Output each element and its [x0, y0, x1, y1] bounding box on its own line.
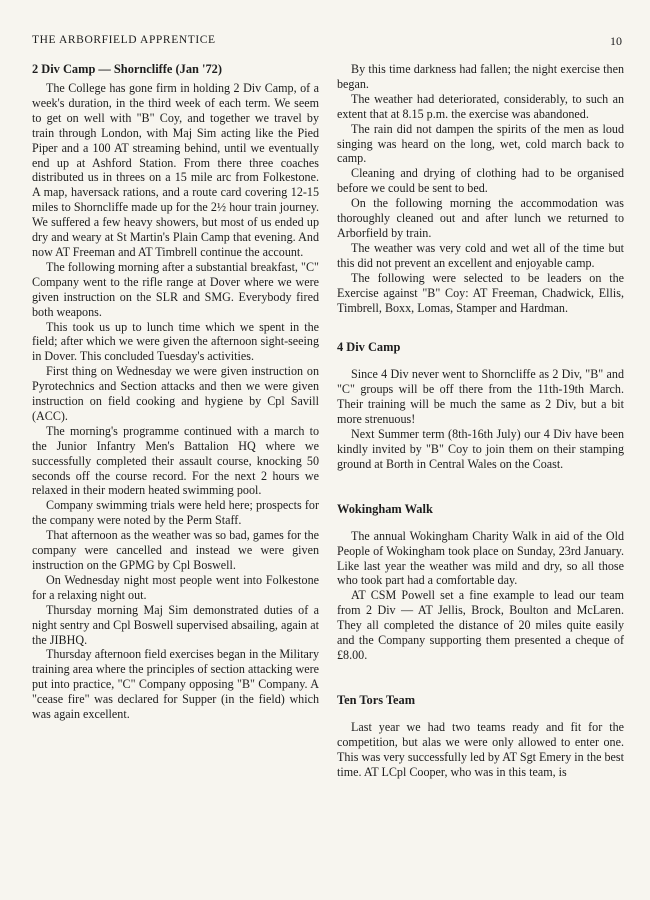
paragraph: By this time darkness had fallen; the night exercise then began. — [337, 62, 624, 91]
camp-article-continued — [337, 62, 624, 315]
paragraph: This took us up to lunch time which we spent in the field; after which we were given the afternoon sight-seeing in Dover. This concluded Tuesday's activities. — [32, 319, 319, 364]
walk-article — [337, 529, 624, 663]
paragraph: The College has gone firm in holding 2 Div Camp, of a week's duration, in the third week of each term. We seem to get on well with "B" Coy, and together we travel by train through London, with Maj Sim acting like the Pied Piper and a 100 AT streaming behind, until we eventually end up at Ashford Station. From there three coaches distributed us in threes on a 15 mile arc from Folkestone. A map, haversack rations, and a route card covering 12-15 miles to Shorncliffe made up for the 2½ hour train journey. We suffered a few heavy showers, but most of us ended up dry and weary at St Martin's Plain Camp that evening. And now AT Freeman and AT Timbrell continue the account. — [32, 81, 319, 259]
paragraph: Next Summer term (8th-16th July) our 4 Div have been kindly invited by "B" Coy to join them on their stamping ground at Borth in Central Wales on the Coast. — [337, 427, 624, 471]
right-column — [337, 62, 624, 780]
paragraph: That afternoon as the weather was so bad, games for the company were cancelled and instead we were given instruction on the GPMG by Cpl Boswell. — [32, 528, 319, 572]
paragraph: The rain did not dampen the spirits of the men as loud singing was heard on the long, wet, cold march back to camp. — [337, 121, 624, 166]
walk-heading: Wokingham Walk — [337, 501, 433, 516]
div4-article — [337, 367, 624, 471]
tentors-heading: Ten Tors Team — [337, 692, 416, 707]
tentors-article — [337, 720, 624, 780]
paragraph: Company swimming trials were held here; prospects for the company were noted by the Perm Staff. — [32, 498, 319, 528]
paragraph: The annual Wokingham Charity Walk in aid of the Old People of Wokingham took place on Sunday, 23rd January. Like last year the weather was mild and dry, so all those who took part had a comfortable day. — [337, 528, 624, 588]
paragraph: On Wednesday night most people went into Folkestone for a relaxing night out. — [32, 572, 319, 602]
paragraph: Thursday morning Maj Sim demonstrated duties of a night sentry and Cpl Boswell supervised absailing, again at the JIBHQ. — [32, 602, 319, 647]
paragraph: AT CSM Powell set a fine example to lead our team from 2 Div — AT Jellis, Brock, Boulton and McLaren. They all completed the distance of 20 miles quite easily and the Company supporting them presented a cheque of £8.00. — [337, 588, 624, 662]
paragraph: The morning's programme continued with a march to the Junior Infantry Men's Battalion HQ where we successfully completed their assault course, knocking 50 seconds off the course record. For the next 2 hours we relaxed in their modern heated swimming pool. — [32, 423, 319, 498]
paragraph: The weather was very cold and wet all of the time but this did not prevent an excellent and enjoyable camp. — [337, 240, 624, 270]
running-head — [32, 34, 622, 50]
paragraph: Last year we had two teams ready and fit for the competition, but alas we were only allowed to enter one. This was very successfully led by AT Sgt Emery in the best time. AT LCpl Cooper, who was in this team, is — [337, 719, 624, 779]
paragraph: Cleaning and drying of clothing had to be organised before we could be sent to bed. — [337, 166, 624, 196]
paragraph: The weather had deteriorated, considerably, to such an extent that at 8.15 p.m. the exercise was abandoned. — [337, 91, 624, 121]
publication-title: THE ARBORFIELD APPRENTICE — [32, 34, 216, 46]
left-column — [32, 62, 319, 722]
paragraph: Thursday afternoon field exercises began in the Military training area where the principles of section attacking were put into practice, "C" Company opposing "B" Company. A "cease fire" was declared for Supper (in the field) which was again excellent. — [32, 647, 319, 722]
div4-heading: 4 Div Camp — [337, 340, 401, 355]
camp-article — [32, 81, 319, 722]
paragraph: The following morning after a substantial breakfast, "C" Company went to the rifle range at Dover where we were given instruction on the SLR and SMG. Everybody fired both weapons. — [32, 259, 319, 319]
paragraph: The following were selected to be leaders on the Exercise against "B" Coy: AT Freeman, Chadwick, Ellis, Timbrell, Boxx, Lomas, Stamper and Hardman. — [337, 270, 624, 315]
paragraph: Since 4 Div never went to Shorncliffe as 2 Div, "B" and "C" groups will be off there from the 11th-19th March. Their training will be much the same as 2 Div, but a bit more strenuous! — [337, 367, 624, 427]
paragraph: First thing on Wednesday we were given instruction on Pyrotechnics and Section attacks and then we were given instruction on field cooking and hygiene by Cpl Savill (ACC). — [32, 364, 319, 423]
page-number: 10 — [610, 34, 622, 48]
camp-heading: 2 Div Camp — Shorncliffe (Jan '72) — [32, 62, 222, 76]
paragraph: On the following morning the accommodation was thoroughly cleaned out and after lunch we returned to Arborfield by train. — [337, 196, 624, 240]
